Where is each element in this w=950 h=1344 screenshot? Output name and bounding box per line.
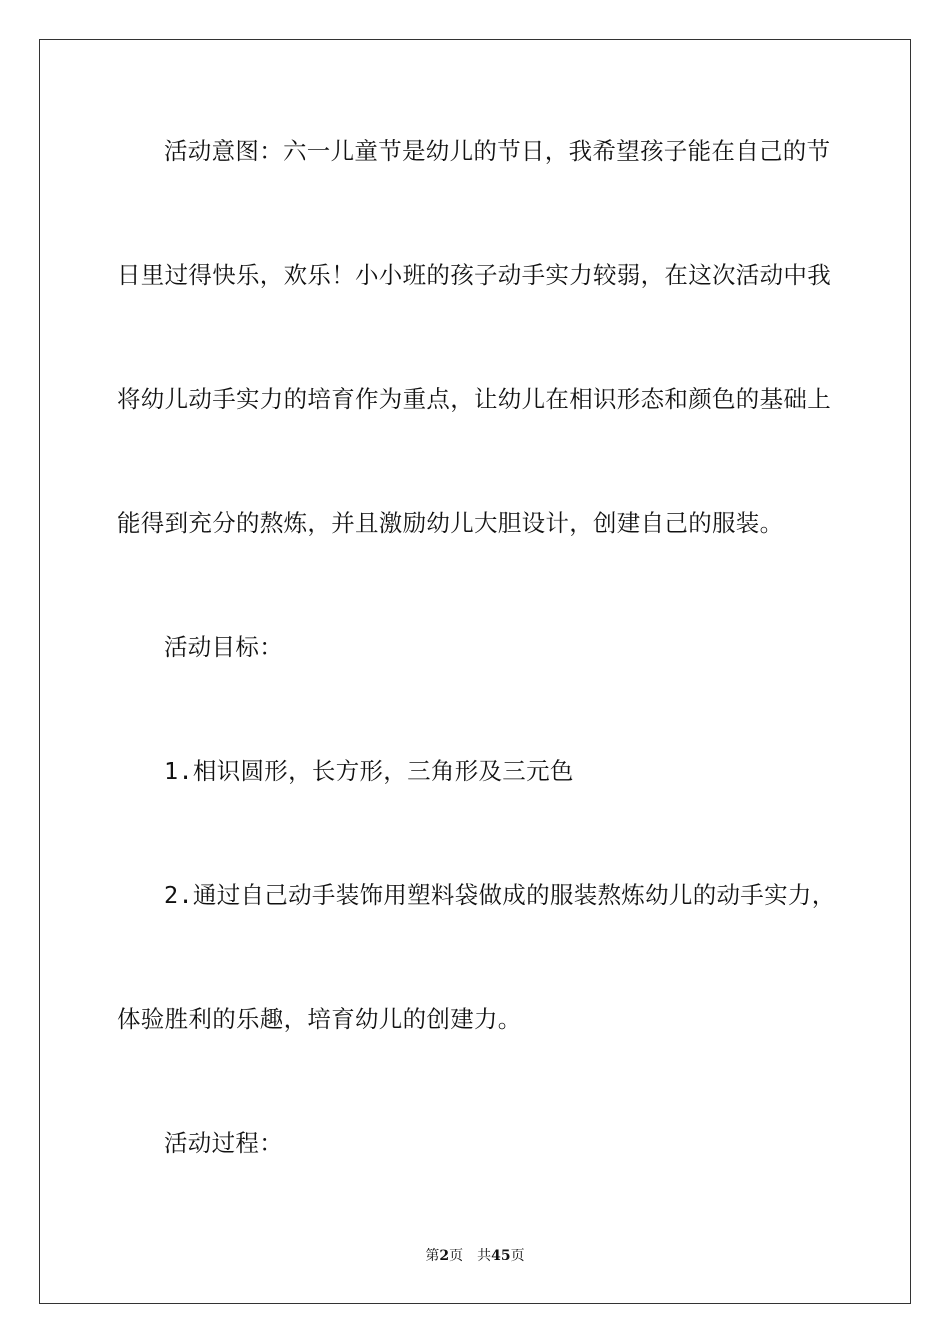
paragraph-intent-line-1: 活动意图：六一儿童节是幼儿的节日，我希望孩子能在自己的节 <box>164 137 831 165</box>
page-footer <box>0 1247 950 1265</box>
footer-total-prefix: 共 <box>477 1248 492 1264</box>
goal-item-2-line-1: 2.通过自己动手装饰用塑料袋做成的服装熬炼幼儿的动手实力， <box>164 881 836 909</box>
footer-page-suffix: 页 <box>449 1248 464 1264</box>
footer-total-pages: 45 <box>491 1248 511 1264</box>
paragraph-intent-line-4: 能得到充分的熬炼，并且激励幼儿大胆设计，创建自己的服装。 <box>117 509 784 537</box>
paragraph-intent-line-2: 日里过得快乐，欢乐！小小班的孩子动手实力较弱，在这次活动中我 <box>117 261 831 289</box>
goal-item-1: 1.相识圆形，长方形，三角形及三元色 <box>164 757 574 785</box>
paragraph-intent-line-3: 将幼儿动手实力的培育作为重点，让幼儿在相识形态和颜色的基础上 <box>117 385 831 413</box>
footer-page-prefix: 第 <box>425 1248 440 1264</box>
section-heading-goals: 活动目标： <box>164 633 283 661</box>
footer-total-suffix: 页 <box>510 1248 525 1264</box>
goal-item-2-line-2: 体验胜利的乐趣，培育幼儿的创建力。 <box>117 1005 522 1033</box>
section-heading-process: 活动过程： <box>164 1129 283 1157</box>
footer-page-number: 2 <box>439 1248 450 1264</box>
page-border <box>39 39 911 1304</box>
